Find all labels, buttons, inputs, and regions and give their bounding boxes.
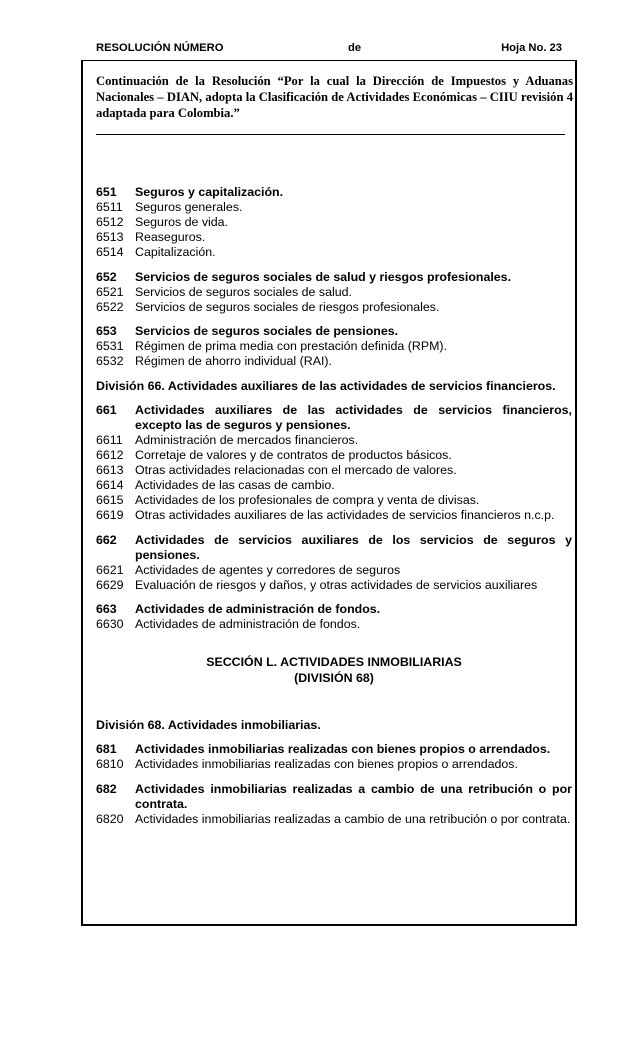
class-label: Seguros de vida.	[135, 215, 228, 229]
group-title-651	[96, 185, 572, 200]
class-code: 6531	[96, 339, 124, 353]
class-label: Régimen de prima media con prestación definida (RPM).	[135, 339, 447, 353]
class-code: 6514	[96, 245, 124, 259]
class-row-6615	[96, 493, 572, 508]
spacer	[96, 260, 572, 270]
spacer	[96, 523, 572, 533]
group-code: 663	[96, 602, 117, 616]
group-code: 661	[96, 403, 117, 417]
class-label: Otras actividades auxiliares de las actividades de servicios financieros n.c.p.	[135, 508, 555, 522]
class-row-6614	[96, 478, 572, 493]
class-code: 6629	[96, 577, 124, 592]
class-row-6621	[96, 563, 572, 578]
class-label: Servicios de seguros sociales de salud.	[135, 284, 352, 299]
class-row-6612	[96, 448, 572, 463]
class-row-6820	[96, 812, 572, 827]
group-label: Servicios de seguros sociales de salud y riesgos profesionales.	[135, 269, 512, 284]
group-code: 651	[96, 185, 117, 199]
class-row-6514	[96, 245, 572, 260]
class-code: 6513	[96, 230, 124, 244]
section-title: SECCIÓN L. ACTIVIDADES INMOBILIARIAS	[206, 655, 462, 669]
group-label: Actividades de administración de fondos.	[135, 602, 381, 616]
class-label: Actividades de las casas de cambio.	[135, 478, 335, 492]
group-title-662	[96, 533, 572, 563]
class-code: 6613	[96, 463, 124, 477]
spacer	[96, 708, 572, 718]
group-label: Actividades de servicios auxiliares de los servicios de seguros y pensiones.	[135, 532, 572, 562]
class-code: 6621	[96, 562, 124, 577]
group-title-681	[96, 742, 572, 757]
group-label: Actividades inmobiliarias realizadas a cambio de una retribución o por contrata.	[135, 781, 572, 811]
page-header	[96, 42, 562, 58]
spacer	[96, 632, 572, 654]
class-code: 6521	[96, 284, 124, 299]
separator-line	[96, 134, 565, 135]
class-code: 6511	[96, 200, 123, 214]
class-code: 6810	[96, 757, 124, 771]
class-code: 6619	[96, 508, 124, 522]
group-title-653	[96, 324, 572, 339]
class-label: Reaseguros.	[135, 230, 206, 244]
classification-content	[96, 185, 572, 827]
class-row-6511	[96, 200, 572, 215]
class-code: 6614	[96, 478, 124, 492]
class-row-6611	[96, 433, 572, 448]
continuation-note: Continuación de la Resolución “Por la cual la Dirección de Impuestos y Aduanas Nacionales – DIAN, adopta la Clasificación de Actividades Económicas – CIIU revisión 4 adaptada para Colombia.”	[96, 74, 573, 120]
class-row-6613	[96, 463, 572, 478]
spacer	[96, 593, 572, 603]
group-title-663	[96, 602, 572, 617]
class-row-6629	[96, 578, 572, 593]
class-row-6512	[96, 215, 572, 230]
group-label: Actividades inmobiliarias realizadas con bienes propios o arrendados.	[135, 742, 551, 756]
spacer	[96, 315, 572, 325]
class-label: Capitalización.	[135, 245, 216, 259]
class-code: 6512	[96, 215, 124, 229]
class-label: Seguros generales.	[135, 200, 243, 214]
header-page-number: Hoja No. 23	[501, 42, 562, 54]
group-code: 681	[96, 742, 117, 756]
header-resolution-number: RESOLUCIÓN NÚMERO	[96, 42, 224, 54]
class-label: Evaluación de riesgos y daños, y otras actividades de servicios auxiliares	[135, 577, 538, 592]
class-label: Corretaje de valores y de contratos de productos básicos.	[135, 448, 452, 462]
class-code: 6612	[96, 448, 124, 462]
class-row-6522	[96, 300, 572, 315]
group-title-682	[96, 782, 572, 812]
class-label: Actividades de administración de fondos.	[135, 617, 361, 631]
group-code: 662	[96, 532, 117, 547]
class-row-6531	[96, 339, 572, 354]
spacer	[96, 686, 572, 708]
group-label: Servicios de seguros sociales de pensiones.	[135, 324, 399, 338]
class-label: Actividades inmobiliarias realizadas a cambio de una retribución o por contrata.	[135, 811, 571, 826]
class-label: Régimen de ahorro individual (RAI).	[135, 354, 332, 368]
division-66-heading: División 66. Actividades auxiliares de las actividades de servicios financieros.	[96, 378, 556, 393]
class-code: 6615	[96, 493, 124, 507]
group-code: 682	[96, 781, 117, 796]
division-68-heading: División 68. Actividades inmobiliarias.	[96, 717, 321, 732]
header-date-label: de	[348, 42, 362, 54]
group-label: Seguros y capitalización.	[135, 185, 284, 199]
spacer	[96, 394, 572, 404]
class-code: 6630	[96, 617, 124, 631]
class-label: Actividades inmobiliarias realizadas con bienes propios o arrendados.	[135, 757, 518, 771]
class-code: 6820	[96, 811, 124, 826]
group-code: 653	[96, 324, 117, 338]
group-title-661	[96, 403, 572, 433]
section-l-heading	[96, 654, 572, 686]
class-label: Servicios de seguros sociales de riesgos profesionales.	[135, 299, 440, 314]
class-label: Actividades de agentes y corredores de seguros	[135, 562, 401, 577]
class-row-6619	[96, 508, 572, 523]
class-row-6810	[96, 757, 572, 772]
group-label: Actividades auxiliares de las actividades de servicios financieros, excepto las de seguros y pensiones.	[135, 403, 572, 432]
section-subtitle: (DIVISIÓN 68)	[294, 671, 374, 685]
class-label: Administración de mercados financieros.	[135, 433, 359, 447]
spacer	[96, 733, 572, 743]
class-row-6513	[96, 230, 572, 245]
class-row-6532	[96, 354, 572, 369]
class-code: 6522	[96, 299, 124, 314]
group-title-652	[96, 270, 572, 285]
class-code: 6611	[96, 433, 123, 447]
class-code: 6532	[96, 354, 124, 368]
spacer	[96, 369, 572, 379]
class-row-6630	[96, 617, 572, 632]
spacer	[96, 772, 572, 782]
group-code: 652	[96, 269, 117, 284]
class-label: Otras actividades relacionadas con el mercado de valores.	[135, 463, 457, 477]
class-label: Actividades de los profesionales de compra y venta de divisas.	[135, 493, 480, 507]
class-row-6521	[96, 285, 572, 300]
